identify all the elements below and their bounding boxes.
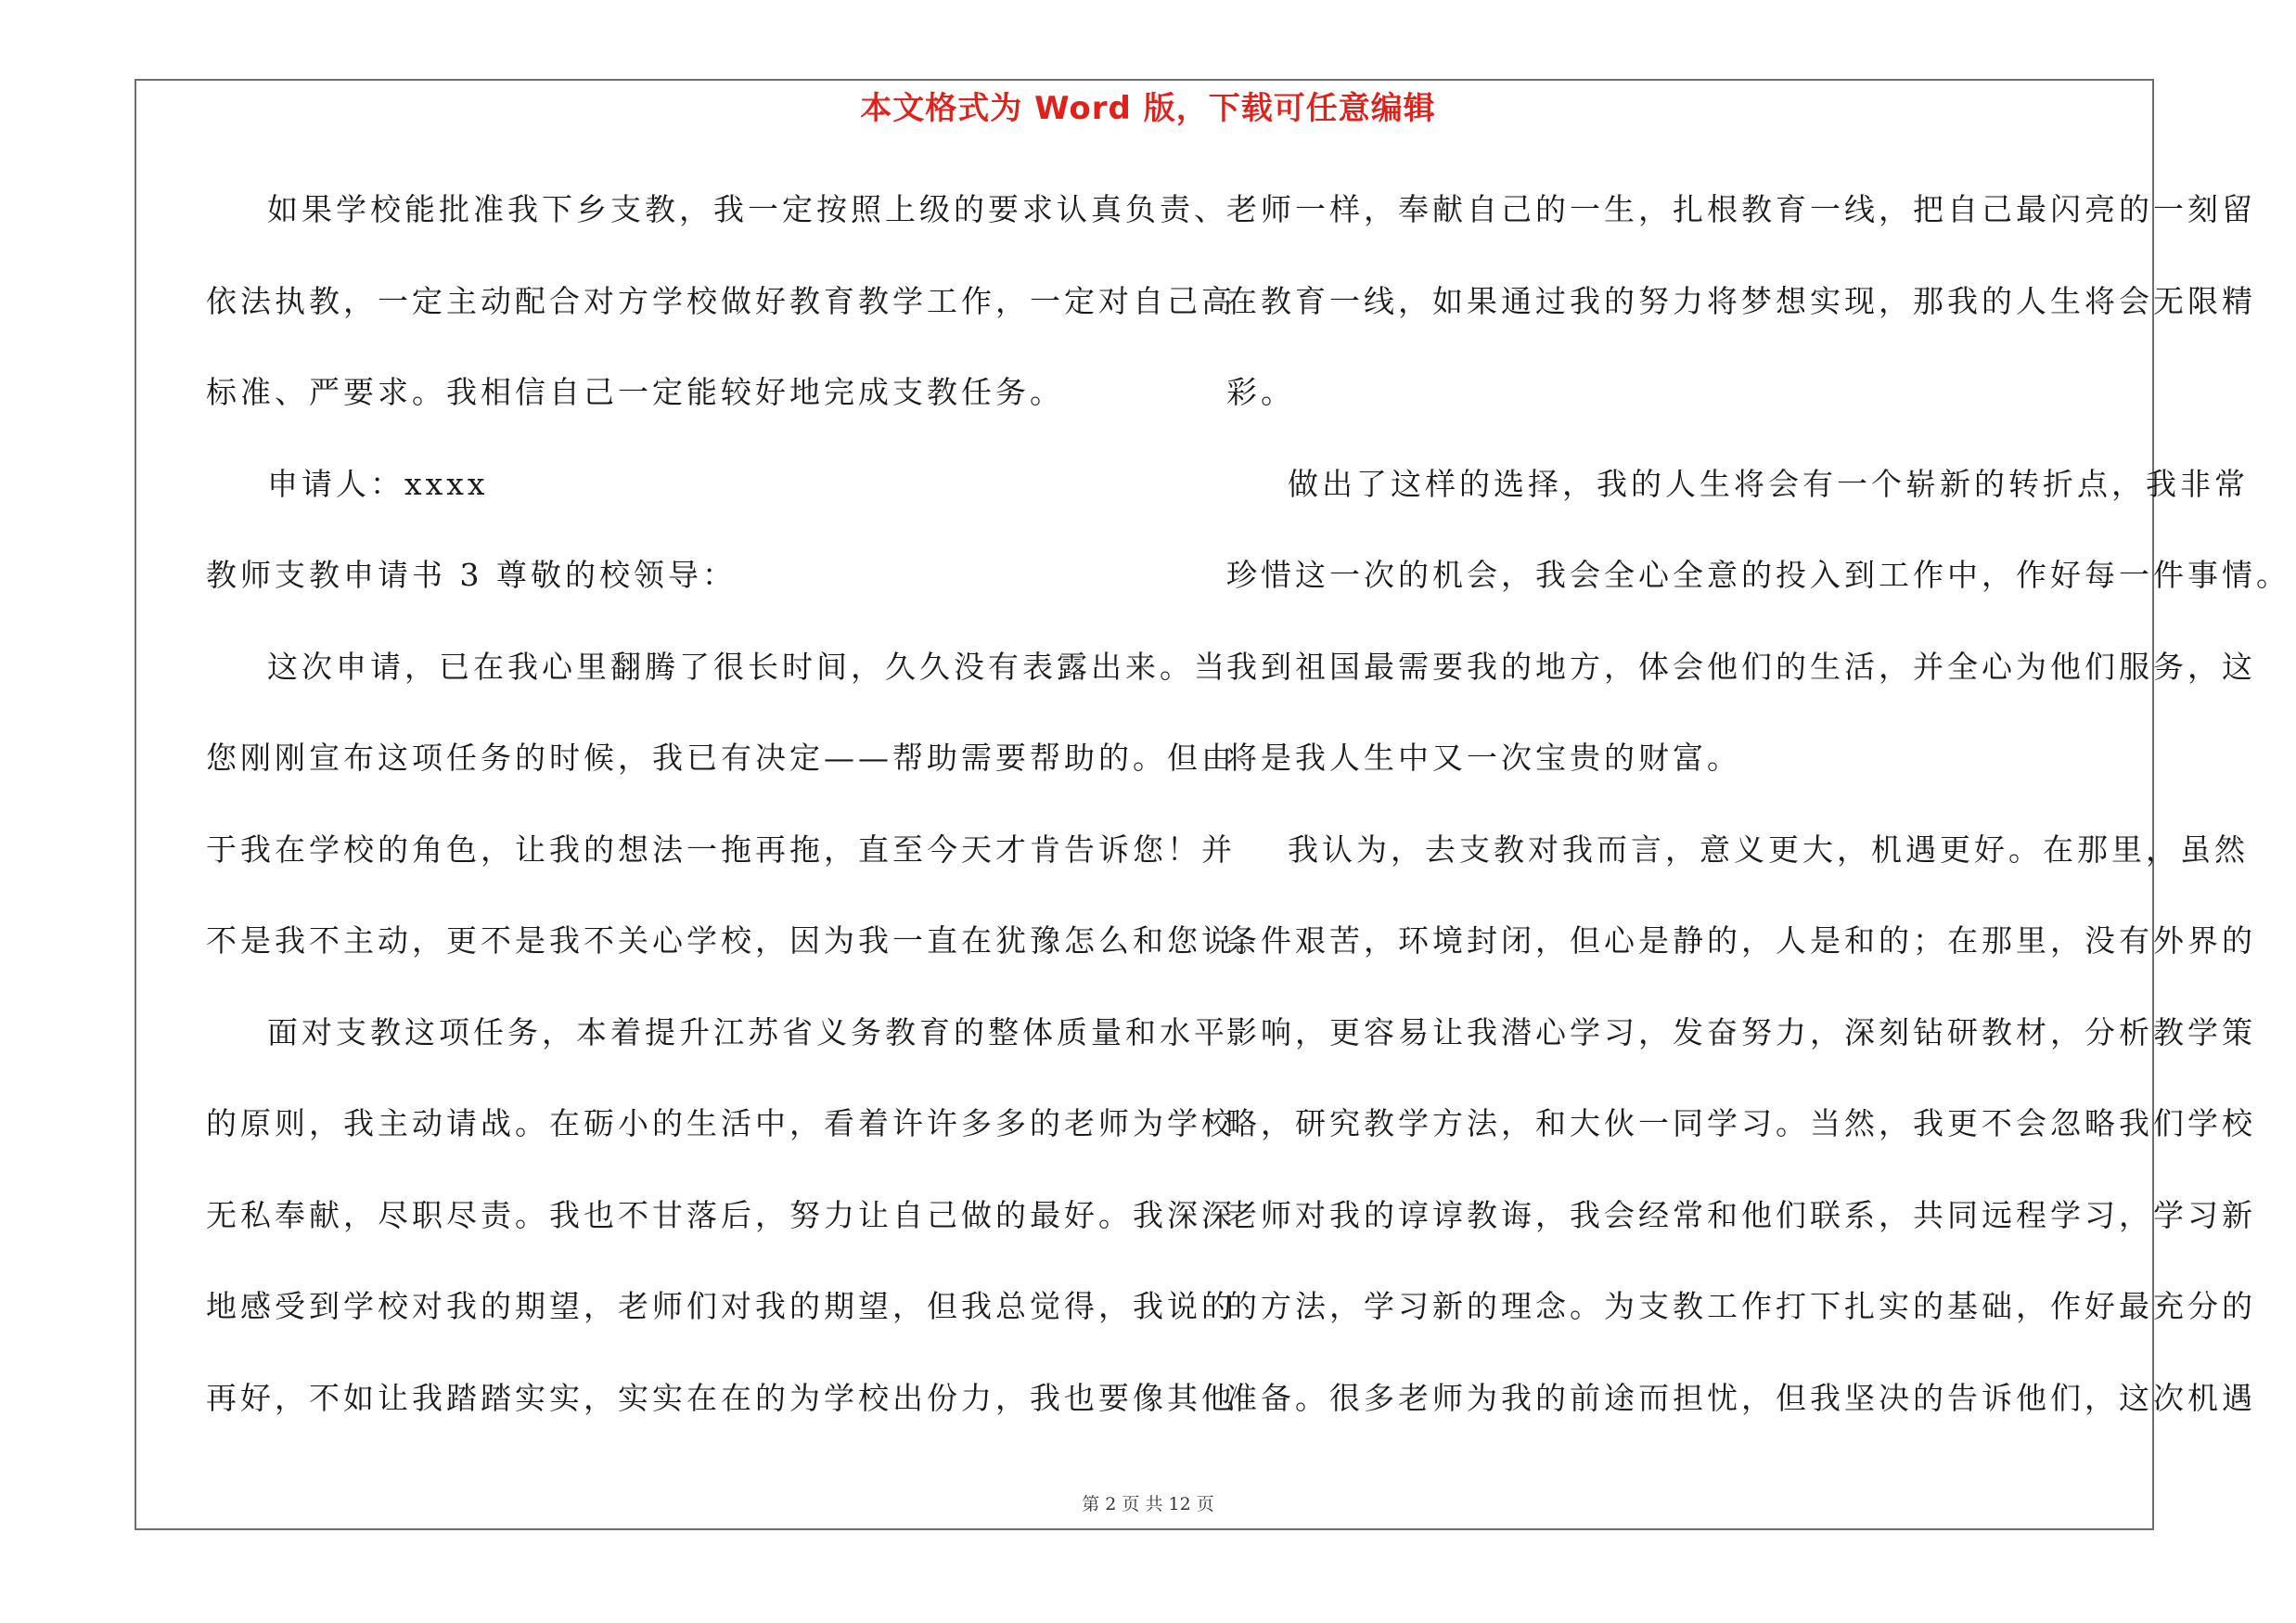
- paragraph-line: 的方法，学习新的理念。为支教工作打下扎实的基础，作好最充分的: [1226, 1288, 2256, 1324]
- paragraph-line: 准备。很多老师为我的前途而担忧，但我坚决的告诉他们，这次机遇: [1226, 1379, 2256, 1416]
- format-notice-banner: 本文格式为 Word 版，下载可任意编辑: [860, 90, 1436, 127]
- paragraph-line: 将是我人生中又一次宝贵的财富。: [1226, 740, 1741, 776]
- paragraph-line: 的原则，我主动请战。在砺小的生活中，看着许许多多的老师为学校: [206, 1105, 1236, 1141]
- paragraph-line: 在教育一线，如果通过我的努力将梦想实现，那我的人生将会无限精: [1226, 282, 2256, 319]
- paragraph-line: 如果学校能批准我下乡支教，我一定按照上级的要求认真负责、: [267, 191, 1228, 227]
- paragraph-line: 这次申请，已在我心里翻腾了很长时间，久久没有表露出来。当: [267, 648, 1228, 685]
- paragraph-line: 略，研究教学方法，和大伙一同学习。当然，我更不会忽略我们学校: [1226, 1105, 2256, 1141]
- paragraph-line: 条件艰苦，环境封闭，但心是静的，人是和的；在那里，没有外界的: [1226, 922, 2256, 959]
- paragraph-line: 老师对我的谆谆教诲，我会经常和他们联系，共同远程学习，学习新: [1226, 1196, 2256, 1233]
- paragraph-line: 我到祖国最需要我的地方，体会他们的生活，并全心为他们服务，这: [1226, 648, 2256, 685]
- paragraph-line: 做出了这样的选择，我的人生将会有一个崭新的转折点，我非常: [1288, 465, 2249, 502]
- paragraph-line: 标准、严要求。我相信自己一定能较好地完成支教任务。: [206, 374, 1064, 410]
- paragraph-line: 再好，不如让我踏踏实实，实实在在的为学校出份力，我也要像其他: [206, 1379, 1236, 1416]
- right-text-column: [1226, 181, 2290, 1461]
- paragraph-line: 珍惜这一次的机会，我会全心全意的投入到工作中，作好每一件事情。: [1226, 557, 2290, 593]
- paragraph-line: 不是我不主动，更不是我不关心学校，因为我一直在犹豫怎么和您说。: [206, 922, 1270, 959]
- paragraph-line: 您刚刚宣布这项任务的时候，我已有决定——帮助需要帮助的。但由: [206, 740, 1236, 776]
- paragraph-line: 无私奉献，尽职尽责。我也不甘落后，努力让自己做的最好。我深深: [206, 1196, 1236, 1233]
- paragraph-line: 于我在学校的角色，让我的想法一拖再拖，直至今天才肯告诉您！并: [206, 831, 1236, 868]
- paragraph-line: 依法执教，一定主动配合对方学校做好教育教学工作，一定对自己高: [206, 282, 1236, 319]
- section-heading-line: 教师支教申请书 3 尊敬的校领导：: [206, 557, 737, 593]
- left-text-column: [206, 181, 1270, 1461]
- paragraph-line: 地感受到学校对我的期望，老师们对我的期望，但我总觉得，我说的: [206, 1288, 1236, 1324]
- paragraph-line: 我认为，去支教对我而言，意义更大，机遇更好。在那里，虽然: [1288, 831, 2249, 868]
- applicant-line: 申请人：xxxx: [267, 465, 489, 502]
- page-number-footer: 第 2 页 共 12 页: [1082, 1494, 1214, 1514]
- paragraph-line: 面对支教这项任务，本着提升江苏省义务教育的整体质量和水平: [267, 1013, 1228, 1050]
- paragraph-line: 彩。: [1226, 374, 1295, 410]
- paragraph-line: 影响，更容易让我潜心学习，发奋努力，深刻钻研教材，分析教学策: [1226, 1013, 2256, 1050]
- paragraph-line: 老师一样，奉献自己的一生，扎根教育一线，把自己最闪亮的一刻留: [1226, 191, 2256, 227]
